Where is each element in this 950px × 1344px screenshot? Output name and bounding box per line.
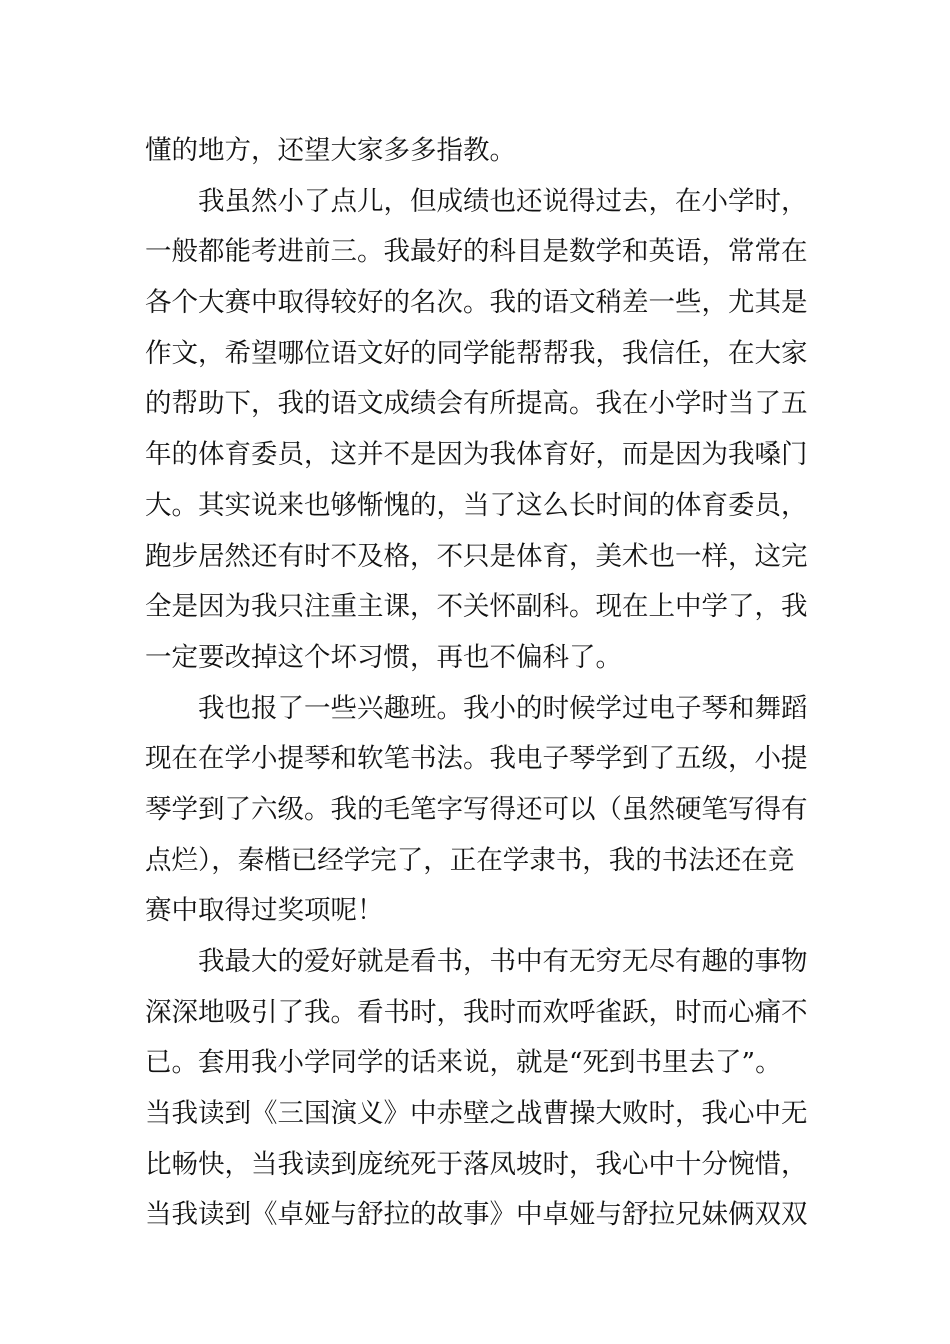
text-line: 当我读到《卓娅与舒拉的故事》中卓娅与舒拉兄妹俩双双	[145, 1199, 808, 1231]
text-line: 一定要改掉这个坏习惯，再也不偏科了。	[145, 641, 622, 673]
text-line: 比畅快，当我读到庞统死于落凤坡时，我心中十分惋惜，	[145, 1148, 808, 1180]
body-text	[145, 126, 810, 1241]
text-line: 全是因为我只注重主课，不关怀副科。现在上中学了，我	[145, 591, 808, 623]
text-line: 跑步居然还有时不及格，不只是体育，美术也一样，这完	[145, 540, 808, 572]
text-line: 各个大赛中取得较好的名次。我的语文稍差一些，尤其是	[145, 287, 808, 319]
text-line: 深深地吸引了我。看书时，我时而欢呼雀跃，时而心痛不	[145, 996, 808, 1028]
text-line: 大。其实说来也够惭愧的，当了这么长时间的体育委员，	[145, 489, 808, 521]
text-line: 我也报了一些兴趣班。我小的时候学过电子琴和舞蹈	[198, 692, 808, 724]
text-line: 当我读到《三国演义》中赤壁之战曹操大败时，我心中无	[145, 1098, 808, 1130]
text-line: 我虽然小了点儿，但成绩也还说得过去，在小学时，	[198, 185, 808, 217]
text-line: 点烂），秦楷已经学完了，正在学隶书，我的书法还在竞	[145, 844, 795, 876]
text-line: 现在在学小提琴和软笔书法。我电子琴学到了五级，小提	[145, 743, 808, 775]
text-line: 已。套用我小学同学的话来说，就是“死到书里去了”。	[145, 1047, 782, 1079]
text-line: 作文，希望哪位语文好的同学能帮帮我，我信任，在大家	[145, 337, 808, 369]
text-line: 的帮助下，我的语文成绩会有所提高。我在小学时当了五	[145, 388, 808, 420]
text-line: 一般都能考进前三。我最好的科目是数学和英语，常常在	[145, 236, 808, 268]
text-line: 年的体育委员，这并不是因为我体育好，而是因为我嗓门	[145, 439, 808, 471]
text-line: 琴学到了六级。我的毛笔字写得还可以（虽然硬笔写得有	[145, 793, 808, 825]
text-line: 我最大的爱好就是看书，书中有无穷无尽有趣的事物	[198, 946, 808, 977]
text-line: 赛中取得过奖项呢！	[145, 895, 384, 927]
text-line: 懂的地方，还望大家多多指教。	[145, 135, 516, 166]
